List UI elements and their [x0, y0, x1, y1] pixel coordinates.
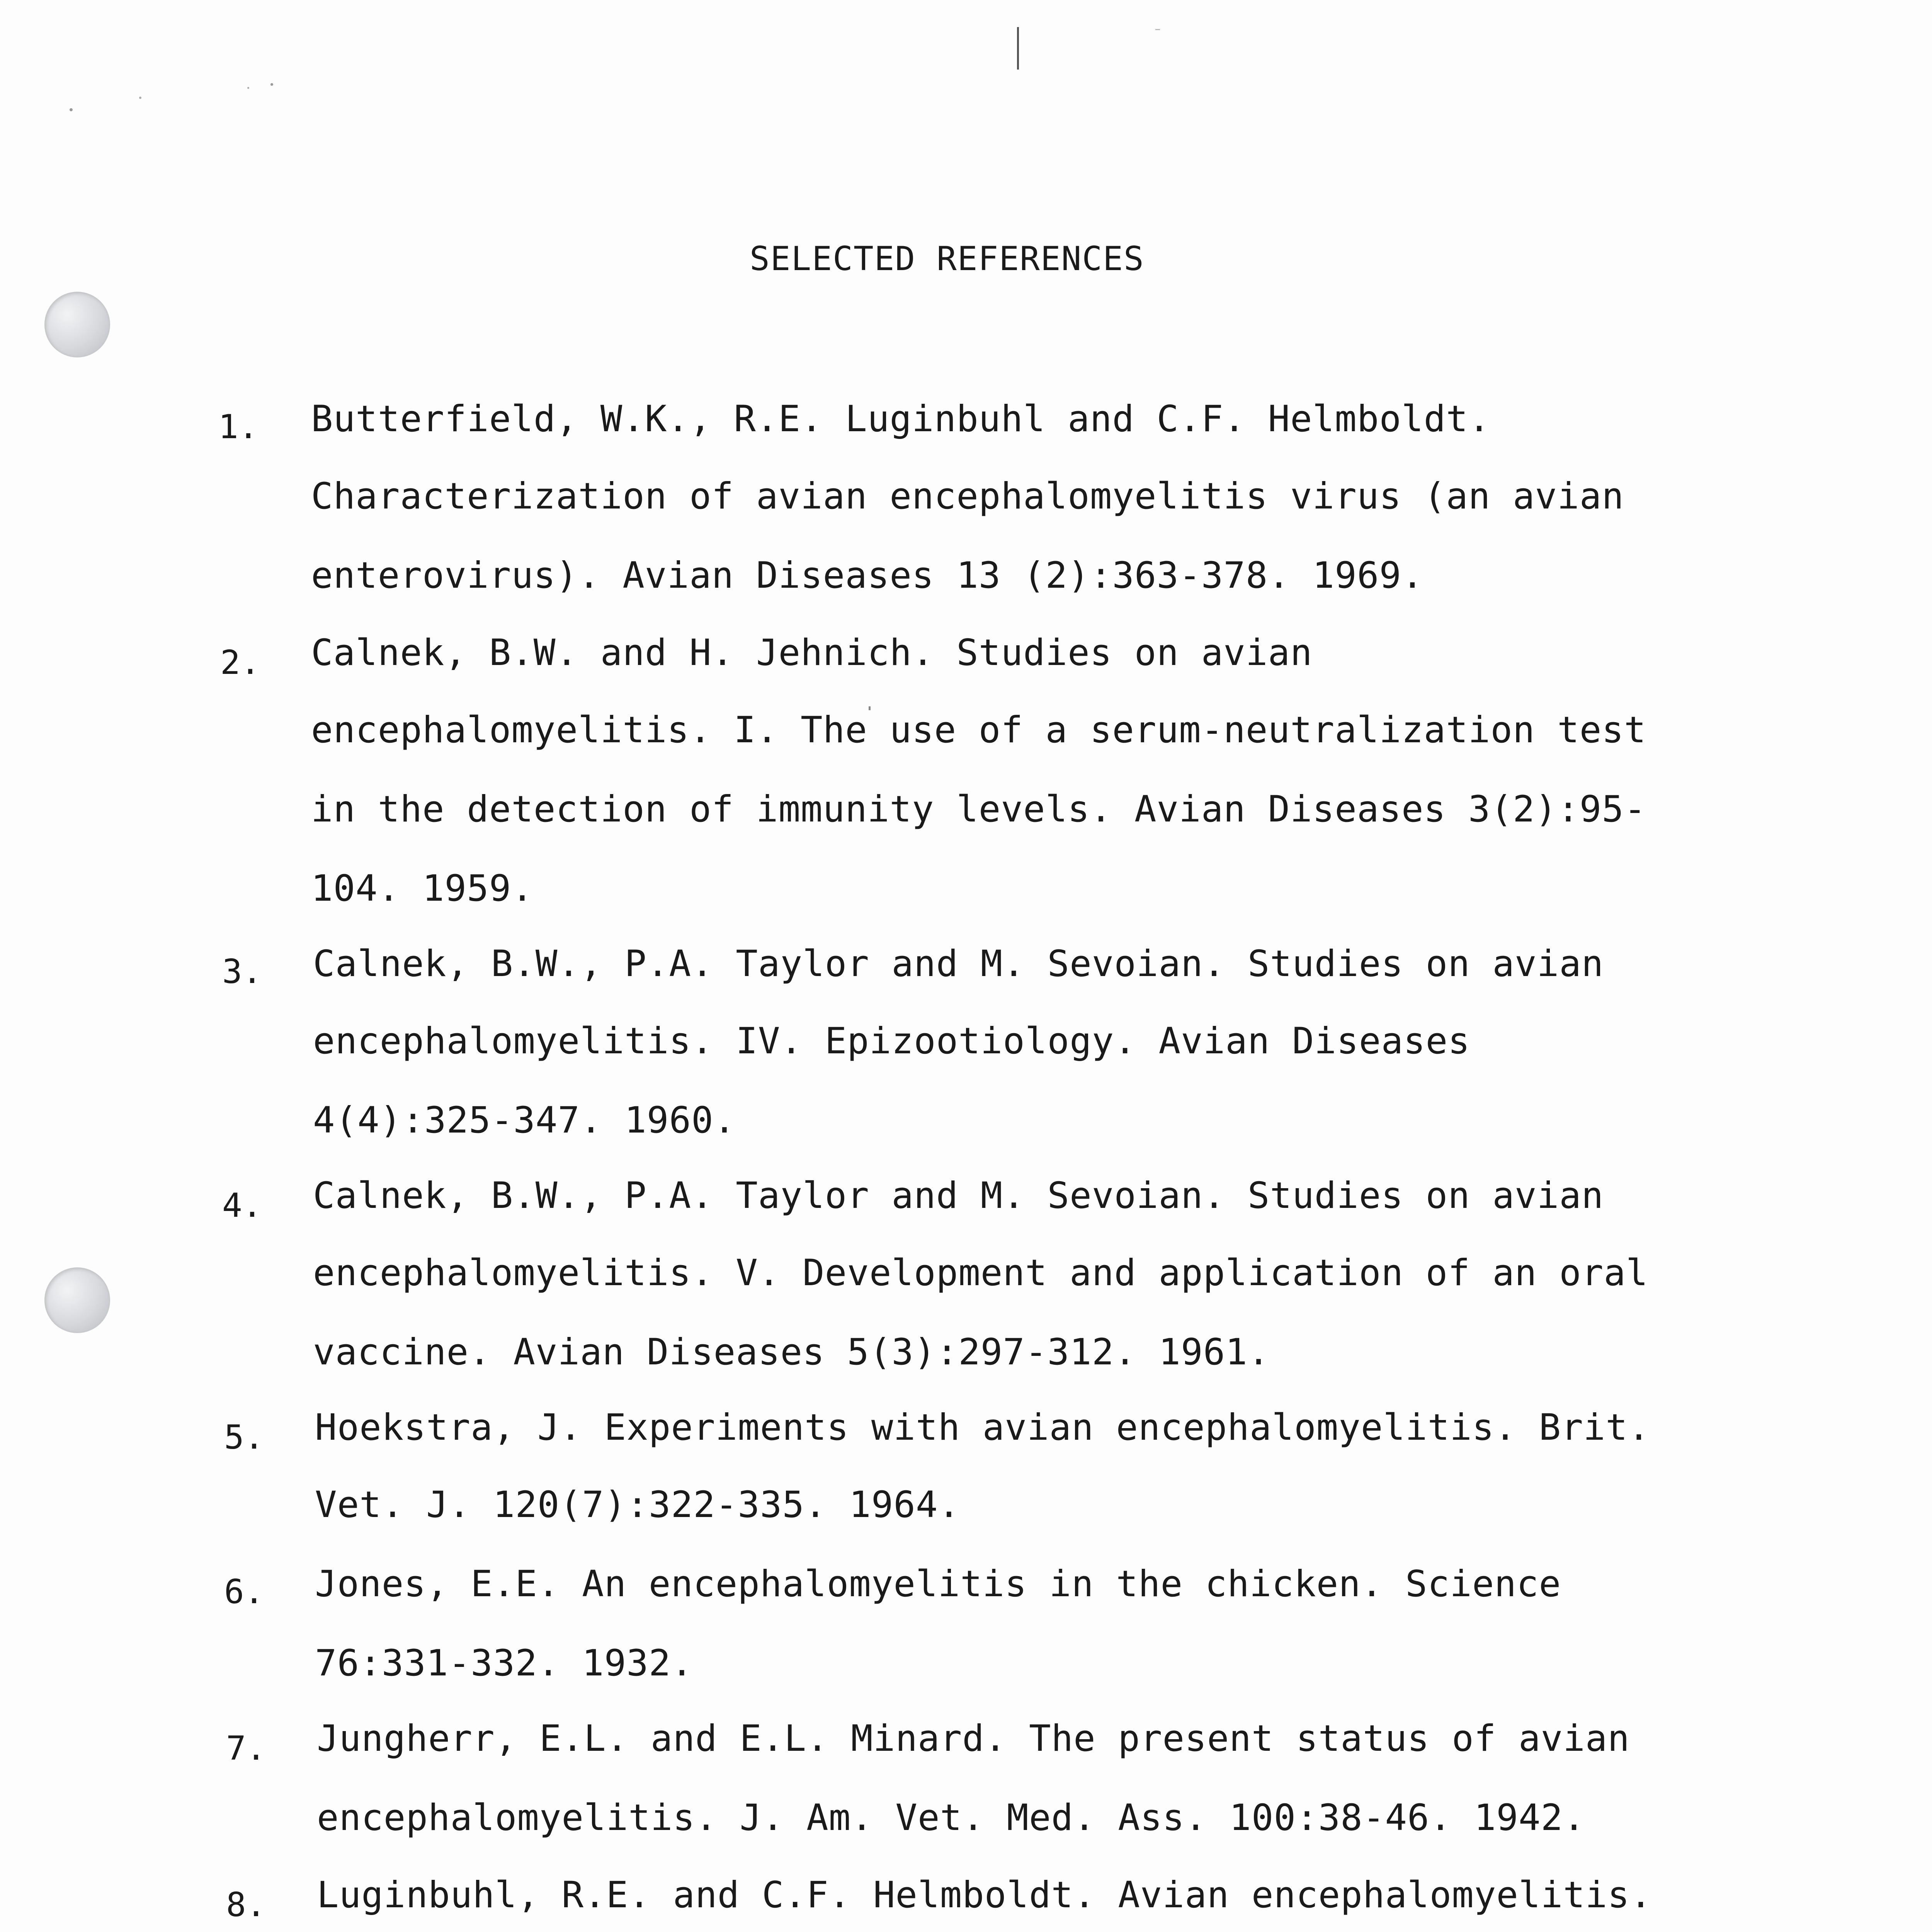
reference-line: Jones, E.E. An encephalomyelitis in the chicken. Science: [315, 1563, 1561, 1605]
reference-line: Characterization of avian encephalomyelitis virus (an avian: [311, 475, 1624, 517]
punch-hole-top: [44, 292, 110, 357]
reference-line: Luginbuhl, R.E. and C.F. Helmboldt. Avian encephalomyelitis.: [317, 1874, 1652, 1916]
scan-mark: [1017, 27, 1019, 70]
reference-line: Butterfield, W.K., R.E. Luginbuhl and C.F. Helmboldt.: [311, 398, 1491, 440]
reference-line: enterovirus). Avian Diseases 13 (2):363-378. 1969.: [311, 554, 1424, 597]
reference-line: 104. 1959.: [311, 867, 534, 910]
page-title: SELECTED REFERENCES: [750, 240, 1145, 278]
reference-line: Calnek, B.W., P.A. Taylor and M. Sevoian. Studies on avian: [313, 943, 1604, 985]
reference-number: 8.: [226, 1886, 266, 1924]
reference-number: 2.: [220, 643, 260, 682]
scan-speck: [70, 108, 73, 111]
reference-line: encephalomyelitis. J. Am. Vet. Med. Ass. 100:38-46. 1942.: [317, 1797, 1585, 1839]
reference-line: Calnek, B.W. and H. Jehnich. Studies on avian: [311, 632, 1313, 674]
reference-number: 6.: [224, 1573, 264, 1611]
reference-line: 4(4):325-347. 1960.: [313, 1099, 736, 1141]
reference-line: Calnek, B.W., P.A. Taylor and M. Sevoian. Studies on avian: [313, 1175, 1604, 1217]
reference-line: encephalomyelitis. IV. Epizootiology. Avian Diseases: [313, 1020, 1470, 1062]
reference-line: Hoekstra, J. Experiments with avian encephalomyelitis. Brit.: [315, 1406, 1650, 1449]
reference-line: in the detection of immunity levels. Avian Diseases 3(2):95-: [311, 788, 1646, 830]
scan-speck: [1155, 29, 1160, 30]
reference-line: vaccine. Avian Diseases 5(3):297-312. 1961.: [313, 1331, 1270, 1373]
scan-speck: [139, 97, 141, 99]
reference-number: 7.: [226, 1729, 266, 1768]
scan-speck: [270, 83, 273, 86]
reference-number: 4.: [222, 1186, 262, 1225]
reference-number: 1.: [218, 408, 259, 446]
reference-number: 3.: [222, 952, 262, 991]
reference-line: Vet. J. 120(7):322-335. 1964.: [315, 1484, 961, 1526]
reference-line: encephalomyelitis. I. The use of a serum-neutralization test: [311, 709, 1646, 751]
reference-line: Jungherr, E.L. and E.L. Minard. The present status of avian: [317, 1718, 1630, 1760]
reference-line: 76:331-332. 1932.: [315, 1642, 694, 1684]
scan-speck: [247, 87, 249, 89]
punch-hole-middle: [44, 1267, 110, 1333]
reference-number: 5.: [224, 1418, 264, 1457]
reference-line: encephalomyelitis. V. Development and application of an oral: [313, 1252, 1648, 1294]
